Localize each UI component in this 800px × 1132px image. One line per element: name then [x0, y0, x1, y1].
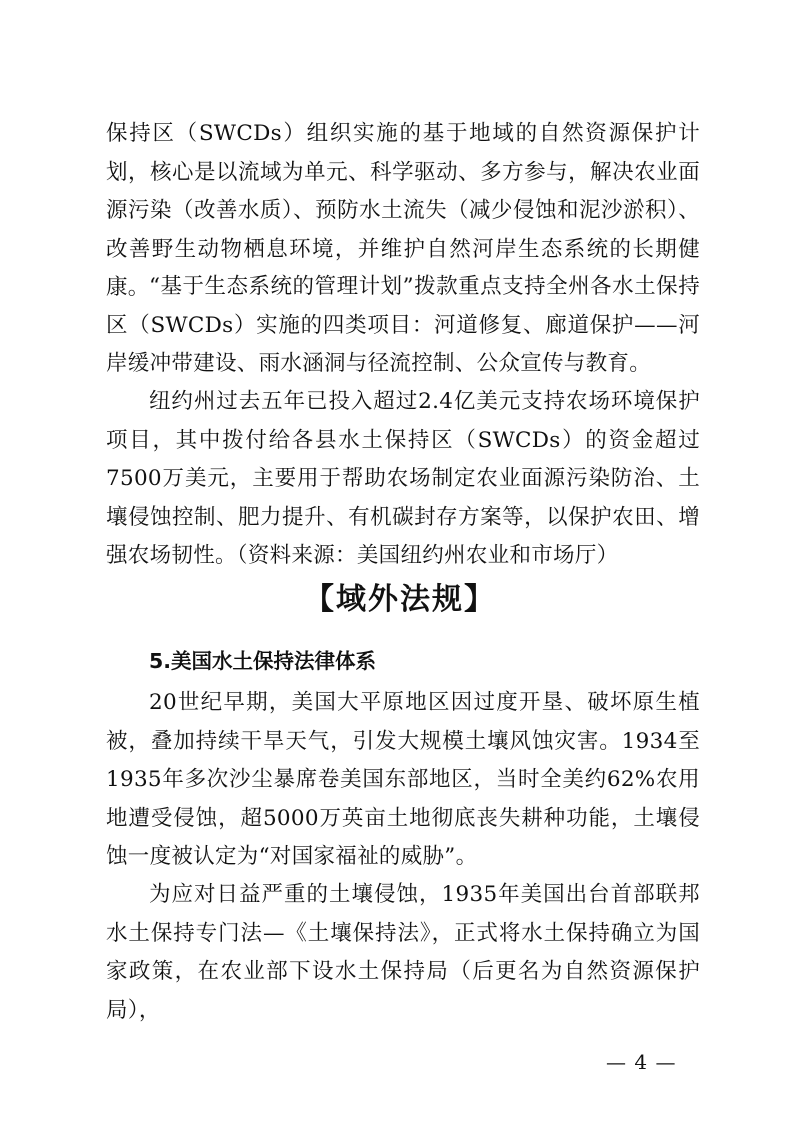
- subheading-us-law: 5.美国水土保持法律体系: [149, 649, 377, 673]
- page-number: — 4 —: [606, 1050, 677, 1074]
- section-title: 【域外法规】: [304, 582, 496, 617]
- paragraph-soil-conservation-act: 为应对日益严重的土壤侵蚀，1935年美国出台首部联邦水土保持专门法—《土壤保持法》，正式将水土保持确立为国家政策，在农业部下设水土保持局（后更名为自然资源保护局），: [106, 882, 700, 1023]
- paragraph-swcd-plan: 保持区（SWCDs）组织实施的基于地域的自然资源保护计划，核心是以流域为单元、科学驱动、多方参与，解决农业面源污染（改善水质）、预防水土流失（减少侵蚀和泥沙淤积）、改善野生动物栖息环境，并维护自然河岸生态系统的长期健康。: [106, 121, 700, 301]
- paragraph-dust-bowl: 20世纪早期，美国大平原地区因过度开垦、破坏原生植被，叠加持续干旱天气，引发大规模土壤风蚀灾害。1934至1935年多次沙尘暴席卷美国东部地区，当时全美约62%农用地遭受侵蚀，超5000万英亩土地彻底丧失耕种功能，土壤侵蚀一度被认定为“对国家福祉的威胁”。: [106, 690, 700, 870]
- paragraph-ecosystem-grant: “基于生态系统的管理计划”拨款重点支持全州各水土保持区（SWCDs）实施的四类项目：河道修复、廊道保护——河岸缓冲带建设、雨水涵洞与径流控制、公众宣传与教育。: [106, 274, 700, 377]
- paragraph-new-york-funding: 纽约州过去五年已投入超过2.4亿美元支持农场环境保护项目，其中拨付给各县水土保持区（SWCDs）的资金超过7500万美元，主要用于帮助农场制定农业面源污染防治、土壤侵蚀控制、肥力提升、有机碳封存方案等，以保护农田、增强农场韧性。（资料来源：美国纽约州农业和市场厅）: [106, 389, 700, 569]
